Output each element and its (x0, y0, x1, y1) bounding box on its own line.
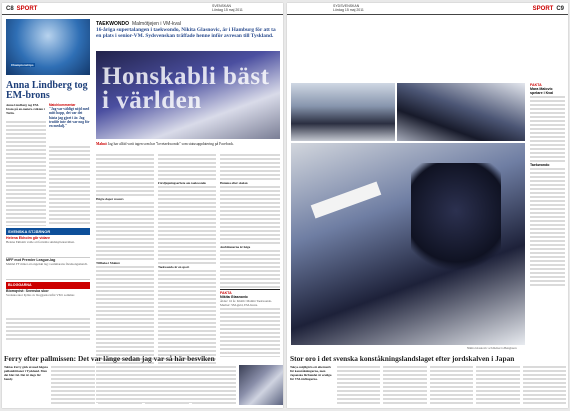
brief-item (6, 258, 90, 280)
photo-brand: Championships (11, 63, 34, 67)
quote-box-text: "Jag var väldigt nöjd med mitt hopp, det var det bästa jag gjort i år. Jag trodde inte det var nog för en medalj." (49, 107, 90, 129)
text-block (96, 153, 154, 197)
bottom-left-article (4, 355, 283, 405)
page-number: C8 (6, 5, 14, 12)
text-block (192, 365, 236, 405)
text-block (530, 95, 565, 163)
gymnast-photo-1 (291, 83, 395, 141)
text-block (220, 153, 280, 181)
text-block (158, 153, 216, 181)
text-block (530, 167, 565, 287)
text-block (158, 185, 216, 265)
brief-item (6, 236, 90, 258)
brief-text: Malmö FF möter ett engelskt lag i sommarens försäsongsmatch. (6, 262, 88, 266)
text-block (383, 365, 427, 405)
right-newspaper-page (287, 3, 568, 408)
right-page-header (287, 3, 568, 15)
briefs-list (6, 236, 90, 341)
subhead: Hemma efter skolan (220, 181, 248, 185)
bottom-right-columns (290, 365, 566, 405)
fact-box (220, 289, 280, 357)
teaser-headline: Anna Lindberg tog EM-brons (6, 80, 88, 101)
gymnast-photo-2 (397, 83, 525, 141)
teaser-body (6, 120, 46, 226)
subhead: Högre doper ressurs (96, 197, 124, 201)
text-block (96, 201, 154, 261)
brief-title: Helena Ekholm går vidare (6, 236, 50, 240)
masthead (212, 4, 243, 12)
text-block (220, 249, 280, 289)
masthead (333, 4, 364, 12)
subhead: Fördjupningsarbete om taekwondo (158, 181, 206, 185)
lead-paragraph (96, 142, 280, 146)
masthead-date: Lördag 15 maj 2011 (333, 8, 364, 12)
section-label: SPORT (532, 5, 554, 12)
fact-box-title: FAKTA (220, 291, 232, 295)
athlete-photo (96, 51, 280, 139)
photo-caption: Nikita Glasnovic och Rebecca Bengtsson (467, 346, 517, 350)
text-block (523, 365, 567, 405)
masthead-date: Lördag 15 maj 2011 (212, 8, 243, 12)
fact-sidebar (530, 83, 565, 287)
text-block (51, 365, 95, 405)
bottom-right-article (290, 355, 566, 405)
left-page-header (2, 3, 283, 15)
left-newspaper-page (2, 3, 283, 408)
text-block (430, 365, 474, 405)
mat (311, 181, 382, 218)
big-headline: Honskabli bäst i världen (102, 63, 270, 114)
quote-box (49, 103, 90, 143)
sidebar-name: Mara Malovic spelare i Kval (530, 87, 554, 96)
fact-box-name: Nikita Glasnovic (220, 295, 248, 299)
bottom-left-headline: Ferry efter pallmissen: Det var länge sedan jag var så här besviken (4, 354, 215, 363)
tag-sub: Malmötjejen i VM-kval (131, 21, 181, 27)
section-label: SPORT (16, 5, 38, 12)
byline: Malmö (96, 142, 107, 146)
text-block (98, 365, 142, 405)
brief-title: MFF mot Premier League-lag (6, 258, 56, 262)
masthead-name: SVENSKAN (212, 4, 232, 8)
subhead: Ambitionerna är höga (220, 245, 251, 249)
sidebar-heading: Taekwondo (530, 163, 550, 168)
bottom-left-columns (4, 365, 283, 405)
sidebar-quote (530, 295, 565, 345)
ingress: 16-åriga supertalangen i taekwondo, Nikita Glasnovic, är i Hamburg för att ta en plats i senior-VM. Sydsvenskan träffade henne inför avresan till Tyskland. (96, 27, 276, 40)
brief-body (6, 317, 90, 341)
brief-text: Helena Ekholm valde att fortsätta skidskyttekarriären. (6, 240, 75, 244)
masthead-name: SYDSVENSKAN (333, 4, 360, 8)
athlete-shape (411, 163, 501, 283)
tag-label: TAEKWONDO (96, 21, 129, 27)
text-block (220, 307, 280, 357)
quote-box-title: Matchkommentar (49, 103, 76, 107)
page-number: C9 (556, 5, 564, 12)
teaser-body-2 (49, 145, 90, 226)
gymnast-main-photo (291, 143, 525, 345)
subhead: Tillbaka i Malmö (96, 261, 120, 265)
fact-box-text: Ålder: 16 år. Klubb: Malmö Taekwondo. Meriter: SM-guld, EM-brons. (220, 299, 273, 307)
bottom-right-headline: Stor oro i det svenska konståkningslandslaget efter jordskalven i Japan (290, 354, 515, 363)
bottom-right-lead: Tokyo möjligtvis ett alternativ för konståkningarna, men Japanska förbundet är oroliga för VM-tävlingarna. (290, 365, 332, 381)
text-block (476, 365, 520, 405)
ski-photo (6, 19, 90, 75)
subhead: Taekwondo är en sport (158, 265, 190, 269)
sidebar-title: FAKTA (530, 83, 542, 87)
bottom-left-photo (239, 365, 283, 405)
brief-text: Svenska skor hyllas av bloggarna inför VM i sommar. (6, 293, 75, 297)
briefs-header: SVENSKA STJÄRNOR (6, 228, 90, 235)
lead-text: Jag har alltid varit tagen som har "lovetaekwondo" som statusuppdatering på Facebook. (107, 142, 234, 146)
text-block (220, 185, 280, 245)
brief-title: Blomqvist: Svenska skor (6, 289, 49, 293)
text-block (145, 365, 189, 405)
text-block (337, 365, 381, 405)
bottom-left-lead: Tobias Ferry gick ut med högsta pallambitioner i Tyskland. Men det blev fel. Det är dags för bandy. (4, 365, 48, 381)
bloggers-bar: BLOGGARNA (6, 282, 90, 289)
teaser-intro: Anna Lindberg tog EM-brons på en-meters-svikten i Turin. (6, 103, 45, 115)
brief-item (6, 289, 90, 317)
